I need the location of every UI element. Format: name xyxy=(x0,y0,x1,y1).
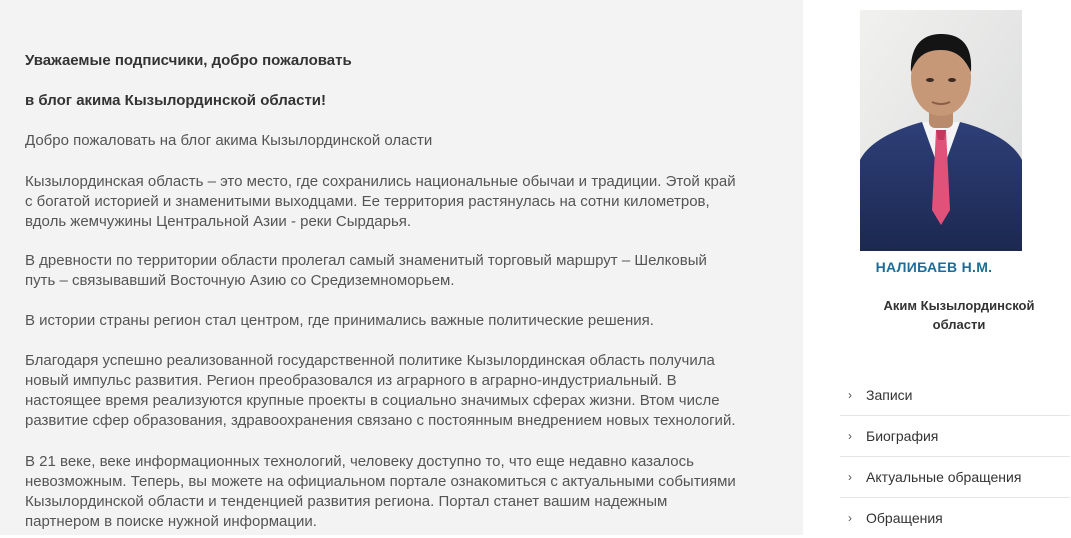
sidebar-item-label: Записи xyxy=(866,387,913,403)
sidebar-item-label: Актуальные обращения xyxy=(866,469,1022,485)
welcome-heading-line-1: Уважаемые подписчики, добро пожаловать xyxy=(25,52,352,69)
sidebar-item-biography[interactable] xyxy=(840,416,1070,457)
sidebar-item-label: Биография xyxy=(866,428,939,444)
akim-portrait-photo xyxy=(860,10,1022,251)
chevron-right-icon: › xyxy=(848,429,852,443)
chevron-right-icon: › xyxy=(848,388,852,402)
portal-paragraph: В 21 веке, веке информационных технологий, человеку доступно то, что еще недавно казалось невозможным. Теперь, вы можете на официальном портале ознакомиться с актуальными событиями Кызылординской области и тенденцией развития региона. Портал станет вашим надежным партнером в поиске нужной информации. xyxy=(25,453,736,530)
politics-paragraph: В истории страны регион стал центром, где принимались важные политические решения. xyxy=(25,312,654,329)
region-paragraph: Кызылординская область – это место, где сохранились национальные обычаи и традиции. Этой край с богатой историей и знаменитыми выходцами. Ее территория растянулась на сотни километров, вдоль жемчужины Центральной Азии - реки Сырдарья. xyxy=(25,173,736,230)
welcome-heading-line-2: в блог акима Кызылординской области! xyxy=(25,92,327,109)
akim-position: Аким Кызылординской области xyxy=(883,298,1035,332)
akim-name: НАЛИБАЕВ Н.М. xyxy=(875,259,993,275)
sidebar-item-current-appeals[interactable] xyxy=(840,457,1070,498)
intro-paragraph: Добро пожаловать на блог акима Кызылординской оласти xyxy=(25,132,433,149)
sidebar-item-label: Обращения xyxy=(866,510,943,526)
sidebar xyxy=(803,0,1071,535)
history-paragraph: В древности по территории области пролегал самый знаменитый торговый маршрут – Шелковый путь – связывавший Восточную Азию со Средиземноморьем. xyxy=(25,252,707,289)
chevron-right-icon: › xyxy=(848,511,852,525)
chevron-right-icon: › xyxy=(848,470,852,484)
development-paragraph: Благодаря успешно реализованной государственной политике Кызылординская область получила новый импульс развития. Регион преобразовался из аграрного в аграрно-индустриальный. В настоящее время реализуются крупные проекты в социально значимых сферах жизни. Втом числе развитие сфер образования, здравоохранения связано с постоянным внедрением новых технологий. xyxy=(25,352,736,429)
sidebar-item-posts[interactable] xyxy=(840,375,1070,416)
sidebar-nav xyxy=(840,375,1070,538)
sidebar-item-appeals[interactable] xyxy=(840,498,1070,538)
